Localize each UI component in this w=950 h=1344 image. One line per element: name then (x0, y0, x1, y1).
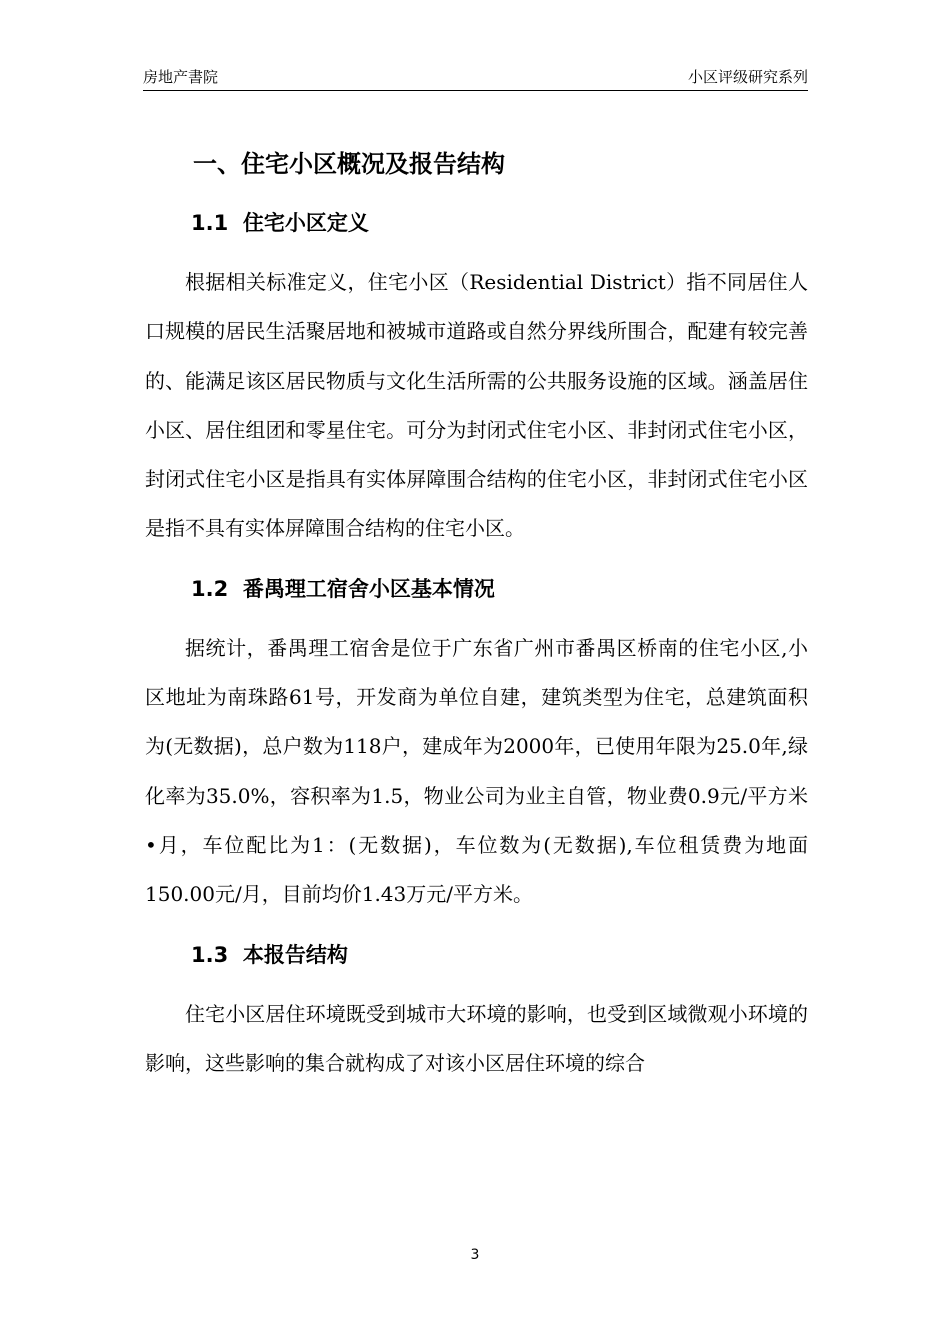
header-publisher: 房地产書院 (143, 68, 219, 86)
section-paragraph-1-1: 根据相关标准定义，住宅小区（Residential District）指不同居住人口规模的居民生活聚居地和被城市道路或自然分界线所围合，配建有较完善的、能满足该区居民物质与文化生活所需的公共服务设施的区域。涵盖居住小区、居住组团和零星住宅。可分为封闭式住宅小区、非封闭式住宅小区，封闭式住宅小区是指具有实体屏障围合结构的住宅小区，非封闭式住宅小区是指不具有实体屏障围合结构的住宅小区。 (145, 270, 808, 541)
section-heading-1-1: 1.1 住宅小区定义 (191, 211, 369, 235)
page-header (143, 64, 808, 91)
section-paragraph-1-3: 住宅小区居住环境既受到城市大环境的影响，也受到区域微观小环境的影响，这些影响的集合就构成了对该小区居住环境的综合 (145, 1001, 808, 1075)
document-body (145, 140, 808, 1088)
section-paragraph-1-2: 据统计，番禺理工宿舍是位于广东省广州市番禺区桥南的住宅小区,小区地址为南珠路61号，开发商为单位自建，建筑类型为住宅，总建筑面积为(无数据)，总户数为118户，建成年为2000年，已使用年限为25.0年,绿化率为35.0%，容积率为1.5，物业公司为业主自管，物业费0.9元/平方米•月，车位配比为1：(无数据)，车位数为(无数据),车位租赁费为地面150.00元/月，目前均价1.43万元/平方米。 (145, 635, 808, 907)
page-number: 3 (470, 1247, 480, 1263)
section-heading-1-3: 1.3 本报告结构 (191, 942, 348, 967)
chapter-title: 一、住宅小区概况及报告结构 (193, 150, 505, 178)
section-heading-1-2: 1.2 番禺理工宿舍小区基本情况 (191, 576, 495, 601)
header-series-title: 小区评级研究系列 (687, 68, 808, 86)
